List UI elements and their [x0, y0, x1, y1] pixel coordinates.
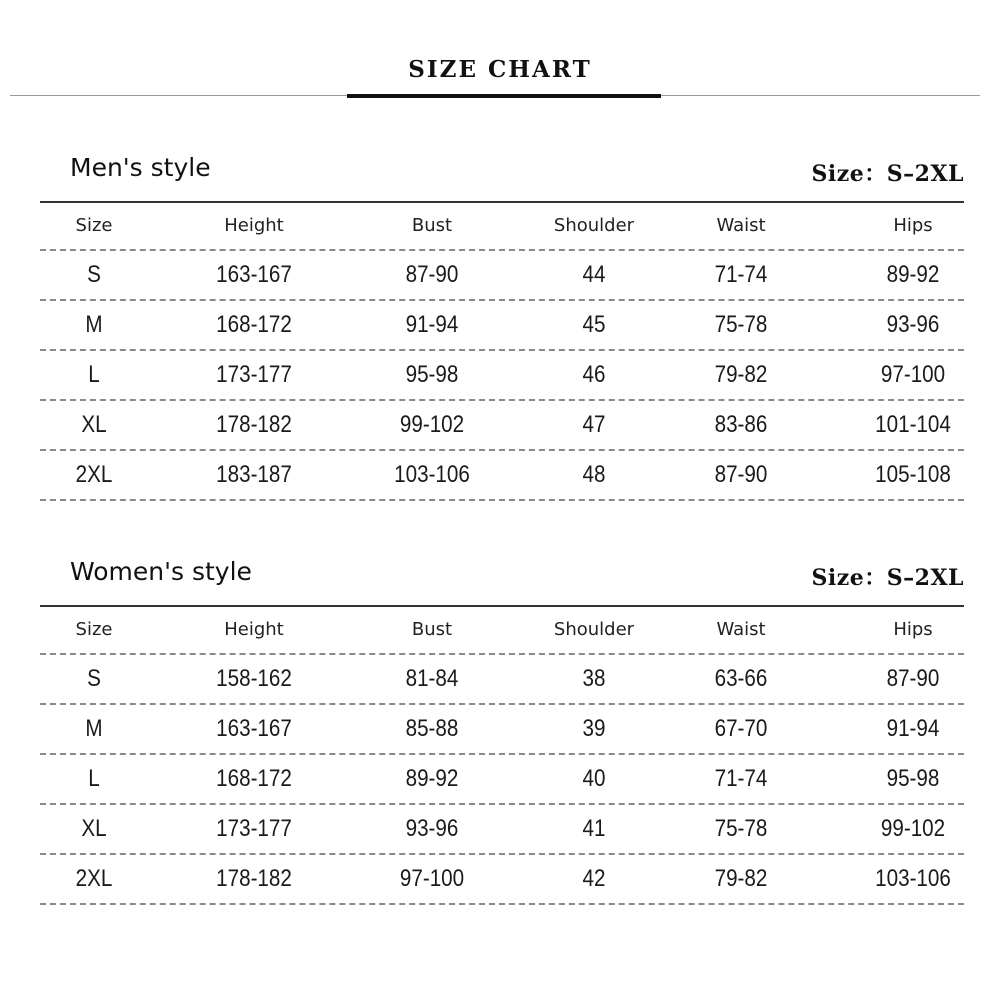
womens-size-range: Size：S–2XL: [811, 565, 964, 591]
cell-height: 178-182: [216, 864, 292, 892]
cell-size: 2XL: [75, 460, 113, 488]
cell-height: 168-172: [216, 764, 292, 792]
column-header-waist: Waist: [716, 619, 766, 640]
table-row: [40, 251, 964, 301]
mens-section-title: Men's style: [70, 153, 211, 182]
table-row: [40, 401, 964, 451]
womens-section: [40, 549, 964, 905]
column-header-shoulder: Shoulder: [553, 619, 635, 640]
cell-shoulder: 47: [582, 410, 606, 438]
cell-bust: 91-94: [405, 310, 459, 338]
cell-hips: 101-104: [875, 410, 951, 438]
cell-bust: 97-100: [399, 864, 465, 892]
column-header-height: Height: [224, 215, 284, 236]
cell-shoulder: 39: [582, 714, 606, 742]
cell-hips: 99-102: [880, 814, 946, 842]
womens-table-header: [40, 607, 964, 655]
table-row: [40, 855, 964, 905]
cell-height: 163-167: [216, 714, 292, 742]
cell-hips: 95-98: [886, 764, 940, 792]
column-header-height: Height: [224, 619, 284, 640]
cell-waist: 67-70: [714, 714, 768, 742]
cell-height: 178-182: [216, 410, 292, 438]
table-row: [40, 705, 964, 755]
column-header-size: Size: [75, 215, 113, 236]
cell-shoulder: 42: [582, 864, 606, 892]
womens-section-header: [40, 549, 964, 605]
cell-bust: 103-106: [394, 460, 470, 488]
title-underline-bar: [347, 94, 661, 98]
womens-table-body: [40, 655, 964, 905]
mens-size-range: Size：S–2XL: [811, 161, 964, 187]
cell-hips: 87-90: [886, 664, 940, 692]
cell-waist: 79-82: [714, 360, 768, 388]
cell-size: M: [85, 714, 103, 742]
table-row: [40, 451, 964, 501]
cell-shoulder: 45: [582, 310, 606, 338]
column-header-hips: Hips: [893, 619, 933, 640]
column-header-bust: Bust: [411, 215, 453, 236]
table-row: [40, 805, 964, 855]
cell-shoulder: 46: [582, 360, 606, 388]
cell-size: L: [88, 764, 100, 792]
table-row: [40, 301, 964, 351]
cell-bust: 95-98: [405, 360, 459, 388]
cell-size: XL: [81, 814, 107, 842]
cell-shoulder: 48: [582, 460, 606, 488]
cell-size: M: [85, 310, 103, 338]
cell-waist: 75-78: [714, 814, 768, 842]
cell-hips: 91-94: [886, 714, 940, 742]
cell-bust: 99-102: [399, 410, 465, 438]
cell-hips: 103-106: [875, 864, 951, 892]
cell-size: S: [87, 664, 101, 692]
cell-waist: 79-82: [714, 864, 768, 892]
cell-waist: 63-66: [714, 664, 768, 692]
cell-size: L: [88, 360, 100, 388]
cell-shoulder: 41: [582, 814, 606, 842]
column-header-bust: Bust: [411, 619, 453, 640]
cell-waist: 83-86: [714, 410, 768, 438]
cell-bust: 93-96: [405, 814, 459, 842]
cell-height: 158-162: [216, 664, 292, 692]
table-row: [40, 755, 964, 805]
cell-hips: 97-100: [880, 360, 946, 388]
mens-section-header: [40, 145, 964, 201]
cell-waist: 87-90: [714, 460, 768, 488]
cell-height: 173-177: [216, 814, 292, 842]
cell-shoulder: 44: [582, 260, 606, 288]
womens-section-title: Women's style: [70, 557, 252, 586]
cell-height: 168-172: [216, 310, 292, 338]
column-header-hips: Hips: [893, 215, 933, 236]
table-row: [40, 351, 964, 401]
cell-hips: 93-96: [886, 310, 940, 338]
cell-bust: 81-84: [405, 664, 459, 692]
cell-height: 183-187: [216, 460, 292, 488]
cell-hips: 89-92: [886, 260, 940, 288]
cell-height: 173-177: [216, 360, 292, 388]
cell-waist: 75-78: [714, 310, 768, 338]
cell-size: S: [87, 260, 101, 288]
cell-shoulder: 40: [582, 764, 606, 792]
mens-table-body: [40, 251, 964, 501]
cell-bust: 87-90: [405, 260, 459, 288]
mens-table-header: [40, 203, 964, 251]
column-header-size: Size: [75, 619, 113, 640]
column-header-waist: Waist: [716, 215, 766, 236]
mens-section: [40, 145, 964, 501]
cell-size: 2XL: [75, 864, 113, 892]
table-row: [40, 655, 964, 705]
cell-height: 163-167: [216, 260, 292, 288]
cell-shoulder: 38: [582, 664, 606, 692]
cell-bust: 85-88: [405, 714, 459, 742]
cell-hips: 105-108: [875, 460, 951, 488]
column-header-shoulder: Shoulder: [553, 215, 635, 236]
cell-waist: 71-74: [714, 764, 768, 792]
cell-bust: 89-92: [405, 764, 459, 792]
cell-waist: 71-74: [714, 260, 768, 288]
page-title: SIZE CHART: [408, 56, 592, 83]
cell-size: XL: [81, 410, 107, 438]
